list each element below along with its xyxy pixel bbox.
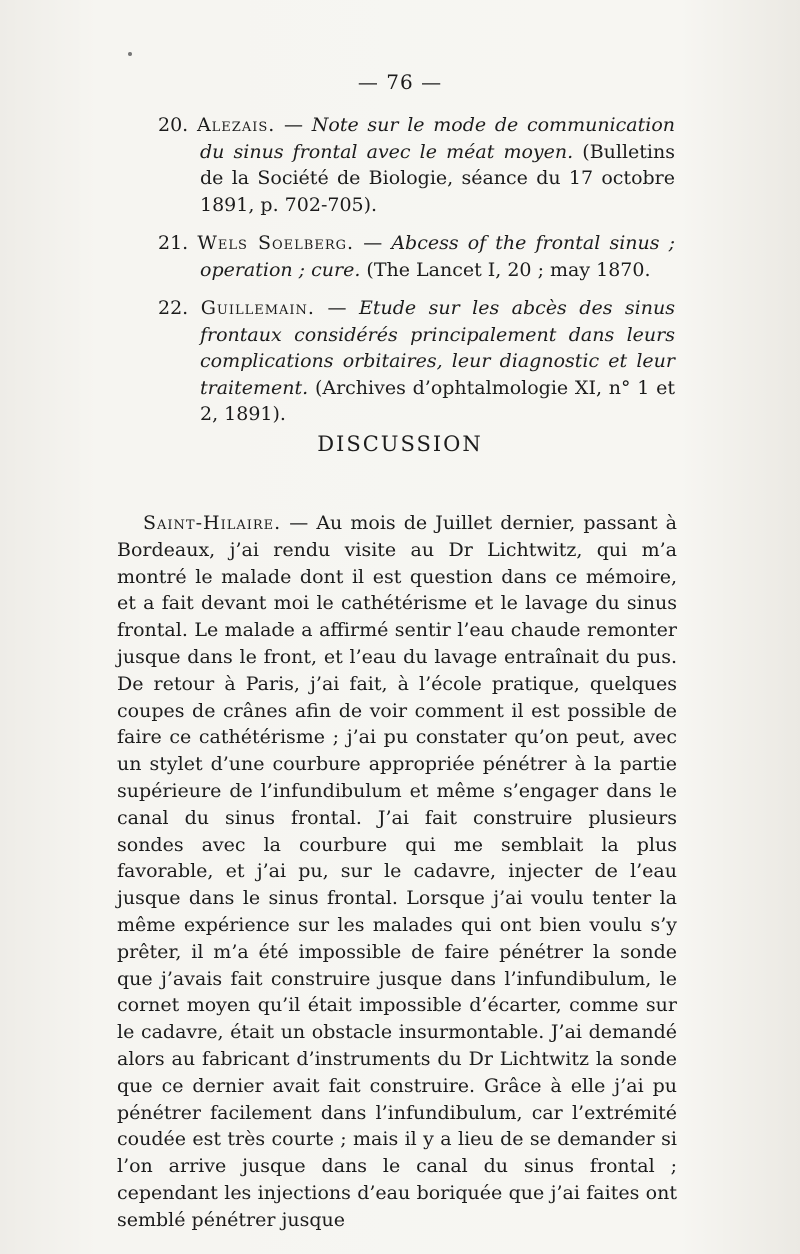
reference-dash: — bbox=[354, 232, 392, 254]
reference-item bbox=[130, 230, 675, 283]
reference-list bbox=[130, 112, 675, 440]
reference-number: 21. bbox=[158, 232, 189, 254]
reference-source: (The Lancet I, 20 ; may 1870. bbox=[360, 258, 651, 281]
reference-title: Note sur le mode de communication du sinus frontal avec le méat moyen. bbox=[200, 114, 675, 163]
reference-source: (Archives d’ophtalmologie XI, n° 1 et 2, 1891). bbox=[200, 376, 675, 425]
section-heading: DISCUSSION bbox=[317, 432, 483, 456]
reference-item bbox=[130, 112, 675, 218]
speaker-name: Saint-Hilaire. bbox=[143, 512, 282, 534]
page-number: — 76 — bbox=[357, 70, 443, 94]
reference-number: 20. bbox=[158, 114, 189, 136]
reference-author: Guillemain. bbox=[200, 297, 315, 319]
reference-dash: — bbox=[314, 297, 359, 319]
ink-speck bbox=[128, 52, 132, 56]
discussion-text: — Au mois de Juillet dernier, passant à Bordeaux, j’ai rendu visite au Dr Lichtwitz, qui m’a montré le malade dont il est question dans ce mémoire, et a fait devant moi le cathétérisme et le lavage du sinus frontal. Le malade a affirmé sentir l’eau chaude remonter jusque dans le front, et l’eau du lavage entraînait du pus. De retour à Paris, j’ai fait, à l’école pratique, quelques coupes de crânes afin de voir comment il est possible de faire ce cathétérisme ; j’ai pu constater qu’on peut, avec un stylet d’une courbure appropriée pénétrer à la partie supérieure de l’infundibulum et même s’engager dans le canal du sinus frontal. J’ai fait construire plusieurs sondes avec la courbure qui me semblait la plus favorable, et j’ai pu, sur le cadavre, injecter de l’eau jusque dans le sinus frontal. Lorsque j’ai voulu tenter la même expérience sur les malades qui ont bien voulu s’y prêter, il m’a été impossible de faire pénétrer la sonde que j’avais fait construire jusque dans l’infundibulum, le cornet moyen qu’il était impossible d’écarter, comme sur le cadavre, était un obstacle insurmontable. J’ai demandé alors au fabricant d’instruments du Dr Lichtwitz la sonde que ce dernier avait fait construire. Grâce à elle j’ai pu pénétrer facilement dans l’infundibulum, car l’extrémité coudée est très courte ; mais il y a lieu de se demander si l’on arrive jusque dans le canal du sinus frontal ; cependant les injections d’eau boriquée que j’ai faites ont semblé pénétrer jusque bbox=[117, 512, 677, 1231]
reference-title: Abcess of the frontal sinus ; operation ; cure. bbox=[200, 232, 676, 281]
reference-dash: — bbox=[275, 114, 312, 136]
reference-author: Wels Soelberg. bbox=[197, 232, 355, 254]
reference-number: 22. bbox=[158, 297, 189, 319]
discussion-paragraph bbox=[117, 510, 677, 1234]
reference-author: Alezais. bbox=[196, 114, 276, 136]
reference-title: Etude sur les abcès des sinus frontaux considérés principalement dans leurs complications orbitaires, leur diagnostic et leur traitement. bbox=[200, 297, 675, 399]
reference-source: (Bulletins de la Société de Biologie, séance du 17 octobre 1891, p. 702-705). bbox=[200, 140, 675, 216]
reference-item bbox=[130, 295, 675, 428]
